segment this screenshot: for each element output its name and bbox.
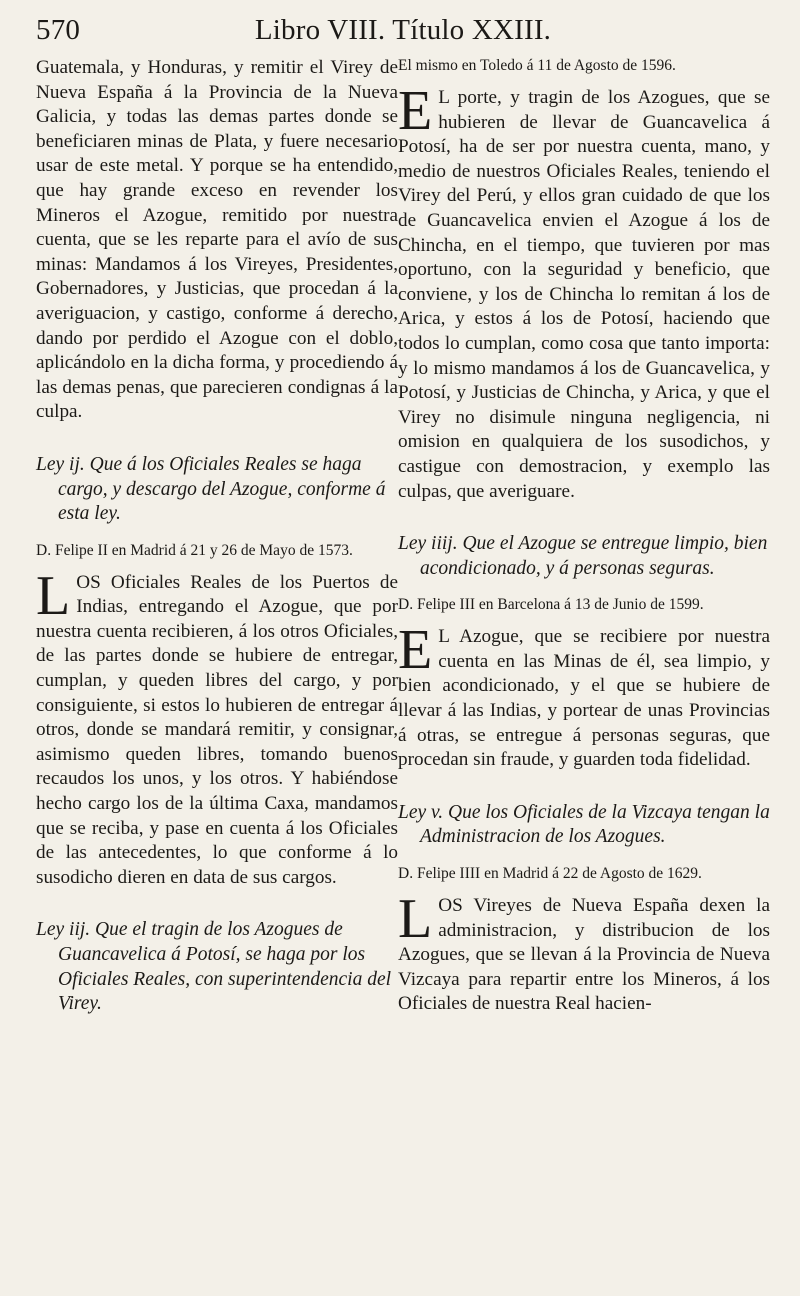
page-number: 570 bbox=[36, 14, 81, 46]
law-5-title: Ley v. Que los Oficiales de la Vizcaya tengan la Administracion de los Azogues. bbox=[398, 801, 770, 848]
law-5-body bbox=[398, 888, 770, 1017]
law-4-text: L Azogue, que se recibiere por nuestra cuenta en las Minas de él, sea limpio, y bien acondicionado, y el que se hubiere de llevar á las Indias, y portear de unas Provincias á otras, se entregue á personas seguras, que procedan sin fraude, y guarden toda fidelidad. bbox=[398, 626, 770, 771]
law-2-dropcap: L bbox=[36, 564, 71, 627]
law-5-date: D. Felipe IIII en Madrid á 22 de Agosto de 1629. bbox=[398, 865, 702, 883]
law-4-body bbox=[398, 619, 770, 773]
law-4-dropcap: E bbox=[398, 619, 433, 682]
law-3-title: Ley iij. Que el tragin de los Azogues de Guancavelica á Potosí, se haga por los Oficiales Reales, con superintendencia del Virey. bbox=[36, 919, 392, 1015]
law-2-date: D. Felipe II en Madrid á 21 y 26 de Mayo de 1573. bbox=[36, 541, 353, 559]
law-3-dropcap: E bbox=[398, 80, 433, 142]
law-5-dropcap: L bbox=[398, 888, 433, 951]
law-3-text: L porte, y tragin de los Azogues, que se hubieren de llevar de Guancavelica á Potosí, ha de ser por nuestra cuenta, mano, y medio de nuestros Oficiales Reales, teniendo el Virey del Perú, y ellos gran cuidado de que los de Guancavelica envien el Azogue á los de Chincha, en el tiempo, que tuvieren por mas oportuno, con la seguridad y beneficio, que conviene, y los de Chincha lo remitan á los de Arica, y estos á los de Potosí, haciendo que todos lo cumplan, como cosa que tanto importa: y lo mismo mandamos á los de Guancavelica, y Potosí, y Justicias de Chincha, y Arica, y que el Virey no disimule ninguna negligencia, ni omision en qualquiera de los susodichos, y castigue con demostracion, y exemplo las culpas, que averiguare. bbox=[398, 87, 770, 502]
law-5-text: OS Vireyes de Nueva España dexen la administracion, y distribucion de los Azogues, que se llevan á la Provincia de Nueva Vizcaya para repartir entre los Mineros, á los Oficiales de nuestra Real hacien- bbox=[398, 895, 770, 1015]
law-3-date: El mismo en Toledo á 11 de Agosto de 1596. bbox=[398, 57, 676, 74]
law-4-date: D. Felipe III en Barcelona á 13 de Junio de 1599. bbox=[398, 596, 704, 614]
page-header bbox=[36, 14, 770, 54]
left-column bbox=[36, 56, 398, 1031]
law-2-body bbox=[36, 564, 398, 891]
running-title: Libro VIII. Título XXIII. bbox=[254, 14, 552, 46]
law-1-continuation: Guatemala, y Honduras, y remitir el Virey de Nueva España á la Provincia de la Nueva Galicia, y todas las demas partes donde se beneficiaren minas de Plata, y fuere necesario usar de este metal. Y porque se ha entendido, que hay grande exceso en revender los Mineros el Azogue, remitido por nuestra cuenta, que se les reparte para el avío de sus minas: Mandamos á los Vireyes, Presidentes, Gobernadores, y Justicias, que procedan á la averiguacion, y castigo, conforme á derecho, dando por perdido el Azogue con el doblo, aplicándolo en la dicha forma, y procediendo á las demas penas, que parecieren condignas á la culpa. bbox=[36, 57, 398, 423]
law-2-text: OS Oficiales Reales de los Puertos de Indias, entregando el Azogue, que por nuestra cuenta recibieren, á los otros Oficiales, de las partes donde se hubiere de entregar, cumplan, y queden libres del cargo, y por consiguiente, si estos lo hubieren de entregar á otros, donde se mandará remitir, y consignar, asimismo queden libres, tomando buenos recaudos los unos, y los otros. Y habiéndose hecho cargo los de la última Caxa, mandamos que se reciba, y pase en cuenta á los Oficiales de las antecedentes, lo que conforme á lo susodicho dieren en data de sus cargos. bbox=[36, 571, 398, 888]
law-2-title: Ley ij. Que á los Oficiales Reales se haga cargo, y descargo del Azogue, conforme á esta ley. bbox=[36, 453, 386, 525]
law-4-title: Ley iiij. Que el Azogue se entregue limpio, bien acondicionado, y á personas seguras. bbox=[398, 533, 768, 579]
right-column bbox=[398, 56, 770, 1017]
law-3-body bbox=[398, 80, 770, 504]
